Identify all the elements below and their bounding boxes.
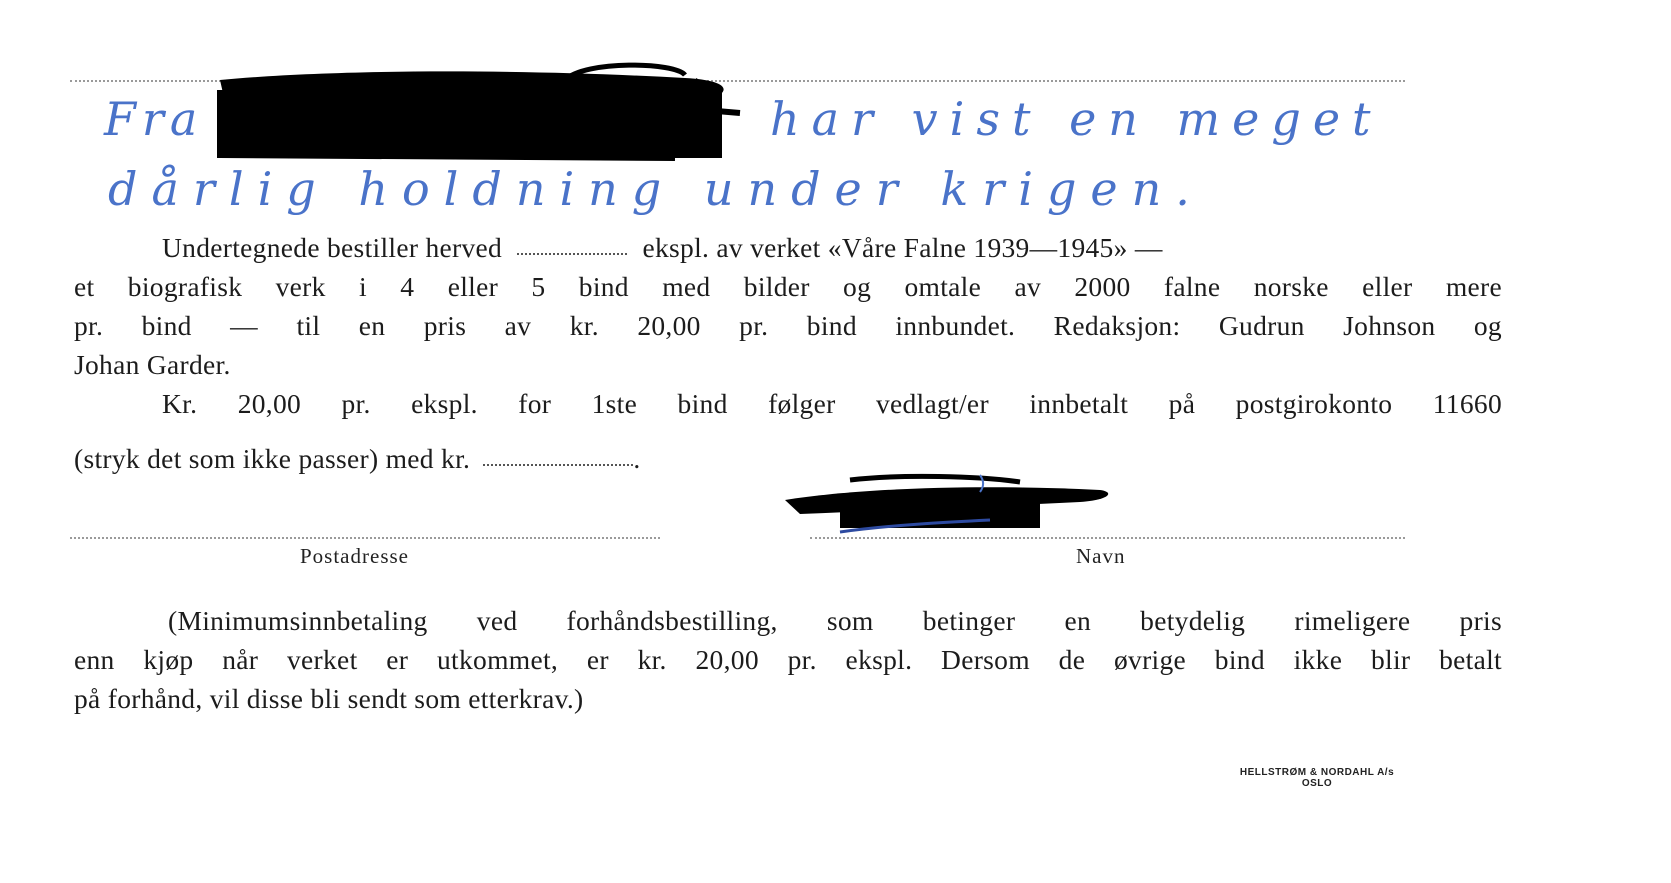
handwritten-note-line2: dårlig holdning under krigen.: [108, 162, 1204, 216]
order-line-3: pr. bind — til en pris av kr. 20,00 pr. bind innbundet. Redaksjon: Gudrun Johnson og: [74, 310, 1502, 341]
copies-fill-in-field[interactable]: [517, 247, 627, 255]
note-line-2: enn kjøp når verket er utkommet, er kr. 20,00 pr. ekspl. Dersom de øvrige bind ikke blir betalt: [74, 644, 1502, 675]
note-line-3: på forhånd, vil disse bli sendt som etterkrav.): [74, 683, 584, 714]
address-label: Postadresse: [300, 544, 409, 568]
handwritten-note-start: Fra: [104, 92, 204, 146]
printer-name: HELLSTRØM & NORDAHL A/s: [1239, 767, 1395, 778]
order-line-6-end: .: [633, 443, 641, 474]
printer-city: OSLO: [1301, 778, 1333, 789]
order-line-1-end: ekspl. av verket «Våre Falne 1939—1945» —: [642, 232, 1163, 263]
order-line-4: Johan Garder.: [74, 349, 231, 380]
order-line-1-start: Undertegnede bestiller herved: [162, 232, 503, 263]
order-line-5: Kr. 20,00 pr. ekspl. for 1ste bind følger vedlagt/er innbetalt på postgirokonto 11660: [162, 388, 1502, 419]
order-line-6-start: (stryk det som ikke passer) med kr.: [74, 443, 471, 474]
address-line[interactable]: [70, 537, 660, 539]
handwritten-note-end: har vist en meget: [770, 92, 1383, 146]
amount-fill-in-field[interactable]: [483, 458, 633, 466]
printer-imprint: [1222, 767, 1412, 789]
redaction-scribble-signature: [780, 470, 1120, 540]
note-line-1: (Minimumsinnbetaling ved forhåndsbestilling, som betinger en betydelig rimeligere pris: [168, 605, 1502, 636]
name-line[interactable]: [810, 537, 1405, 539]
name-label: Navn: [1076, 544, 1126, 568]
order-line-1: [74, 228, 1502, 267]
redaction-scribble-top: [205, 60, 750, 170]
minimum-payment-note: [74, 601, 1502, 718]
order-paragraph: [74, 228, 1502, 478]
order-line-2: et biografisk verk i 4 eller 5 bind med bilder og omtale av 2000 falne norske eller mere: [74, 271, 1502, 302]
